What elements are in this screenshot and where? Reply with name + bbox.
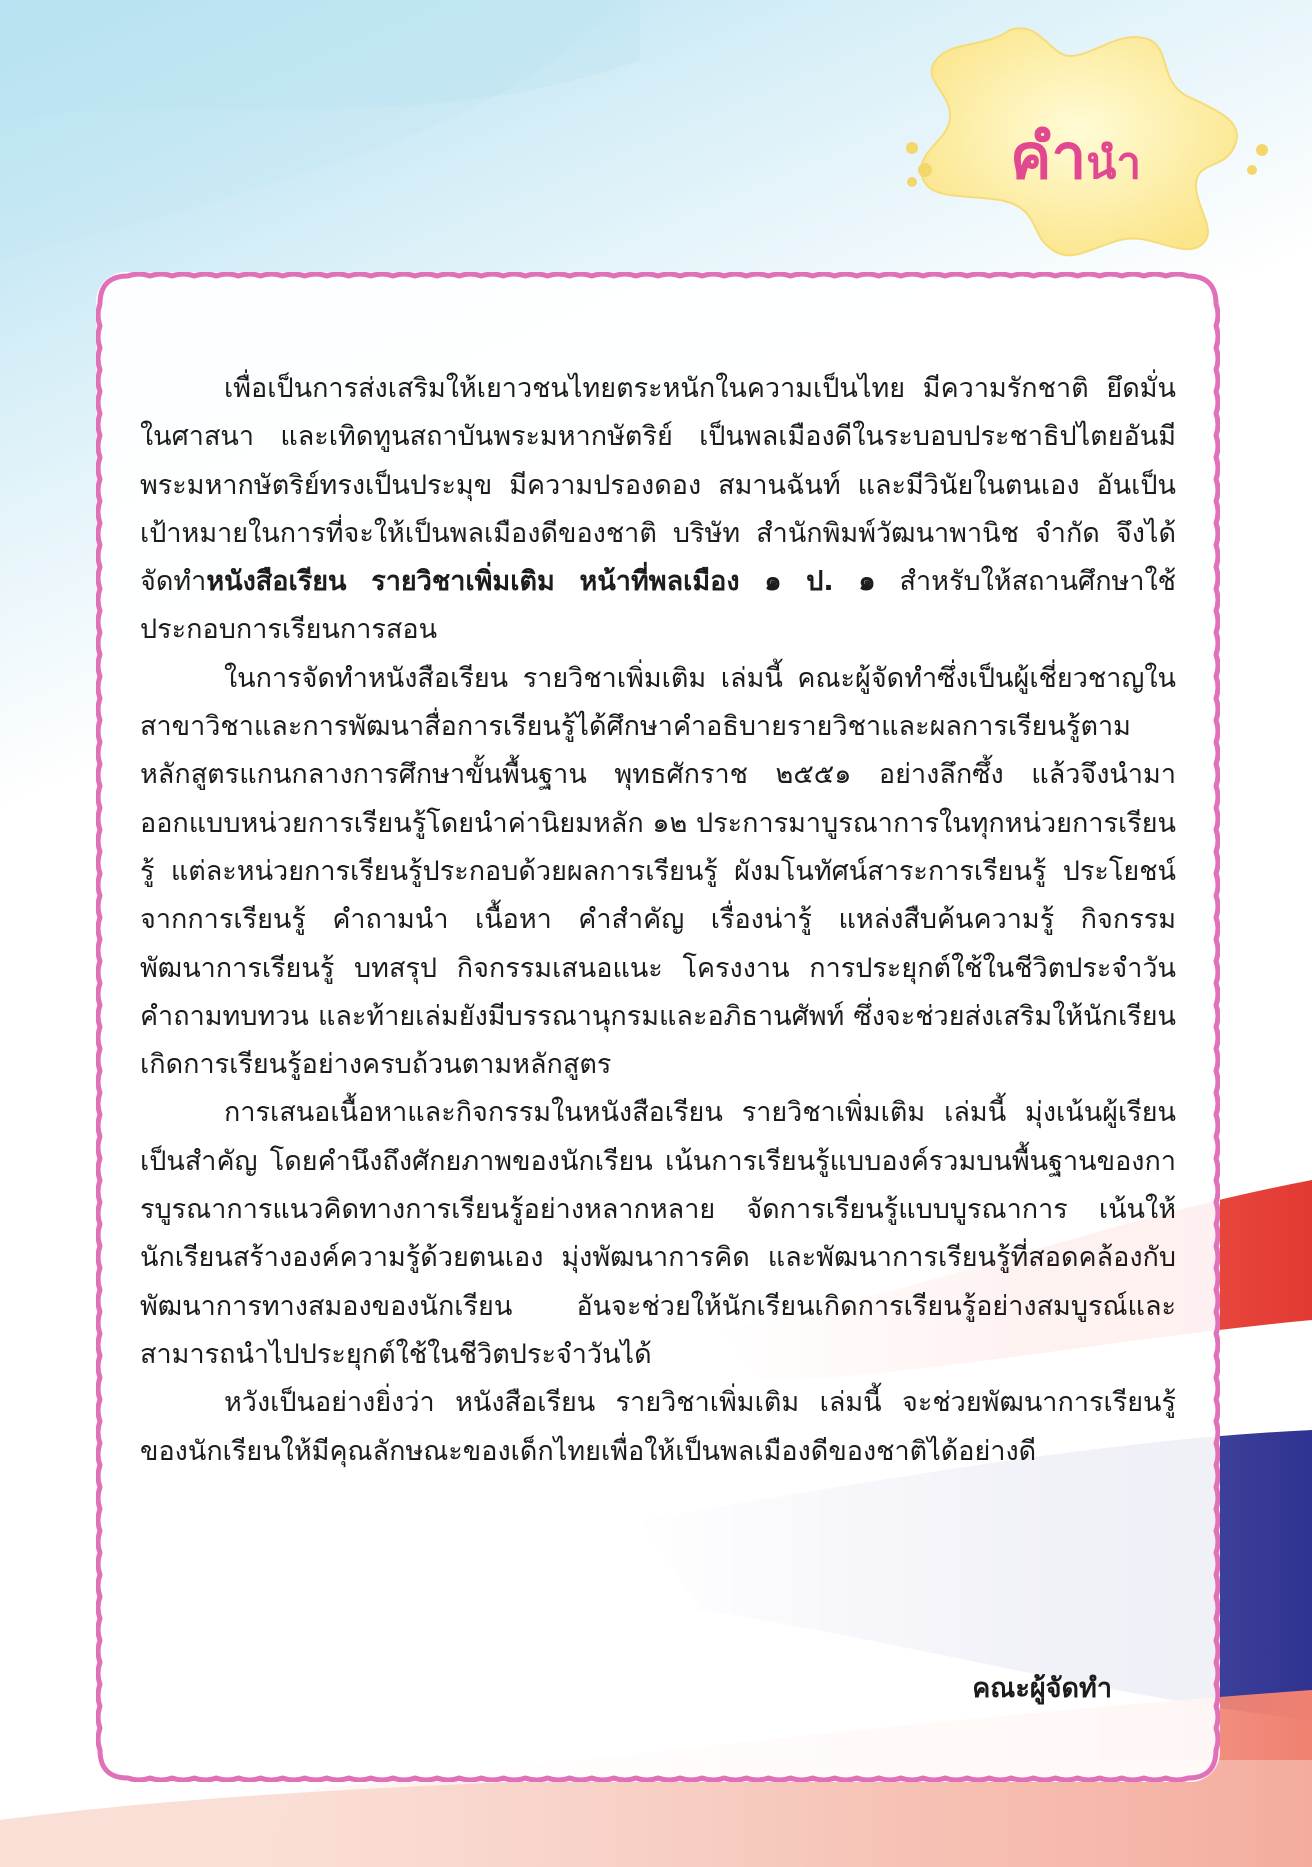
heading-main: คำ	[1010, 120, 1087, 193]
signature: คณะผู้จัดทำ	[972, 1673, 1112, 1704]
paragraph: ในการจัดทำหนังสือเรียน รายวิชาเพิ่มเติม เล่มนี้ คณะผู้จัดทำซึ่งเป็นผู้เชี่ยวชาญในสาขาวิชาและการพัฒนาสื่อการเรียนรู้ได้ศึกษาคำอธิบายรายวิชาและผลการเรียนรู้ตามหลักสูตรแกนกลางการศึกษาขั้นพื้นฐาน พุทธศักราช ๒๕๕๑ อย่างลึกซึ้ง แล้วจึงนำมาออกแบบหน่วยการเรียนรู้โดยนำค่านิยมหลัก ๑๒ ประการมาบูรณาการในทุกหน่วยการเรียนรู้ แต่ละหน่วยการเรียนรู้ประกอบด้วยผลการเรียนรู้ ผังมโนทัศน์สาระการเรียนรู้ ประโยชน์จากการเรียนรู้ คำถามนำ เนื้อหา คำสำคัญ เรื่องน่ารู้ แหล่งสืบค้นความรู้ กิจกรรมพัฒนาการเรียนรู้ บทสรุป กิจกรรมเสนอแนะ โครงงาน การประยุกต์ใช้ในชีวิตประจำวัน คำถามทบทวน และท้ายเล่มยังมีบรรณานุกรมและอภิธานศัพท์ ซึ่งจะช่วยส่งเสริมให้นักเรียนเกิดการเรียนรู้อย่างครบถ้วนตามหลักสูตร	[140, 662, 1176, 1081]
paragraph: การเสนอเนื้อหาและกิจกรรมในหนังสือเรียน รายวิชาเพิ่มเติม เล่มนี้ มุ่งเน้นผู้เรียนเป็นสำคัญ โดยคำนึงถึงศักยภาพของนักเรียน เน้นการเรียนรู้แบบองค์รวมบนพื้นฐานของการบูรณาการแนวคิดทางการเรียนรู้อย่างหลากหลาย จัดการเรียนรู้แบบบูรณาการ เน้นให้นักเรียนสร้างองค์ความรู้ด้วยตนเอง มุ่งพัฒนาการคิด และพัฒนาการเรียนรู้ที่สอดคล้องกับพัฒนาการทางสมองของนักเรียน อันจะช่วยให้นักเรียนเกิดการเรียนรู้อย่างสมบูรณ์และสามารถนำไปประยุกต์ใช้ในชีวิตประจำวันได้	[140, 1097, 1176, 1370]
paragraph: หวังเป็นอย่างยิ่งว่า หนังสือเรียน รายวิชาเพิ่มเติม เล่มนี้ จะช่วยพัฒนาการเรียนรู้ของนักเรียนให้มีคุณลักษณะของเด็กไทยเพื่อให้เป็นพลเมืองดีของชาติได้อย่างดี	[140, 1387, 1176, 1467]
paragraph: เพื่อเป็นการส่งเสริมให้เยาวชนไทยตระหนักในความเป็นไทย มีความรักชาติ ยึดมั่นในศาสนา และเทิดทูนสถาบันพระมหากษัตริย์ เป็นพลเมืองดีในระบอบประชาธิปไตยอันมีพระมหากษัตริย์ทรงเป็นประมุข มีความปรองดอง สมานฉันท์ และมีวินัยในตนเอง อันเป็นเป้าหมายในการที่จะให้เป็นพลเมืองดีของชาติ บริษัท สำนักพิมพ์วัฒนาพานิช จำกัด จึงได้จัดทำหนังสือเรียน รายวิชาเพิ่มเติม หน้าที่พลเมือง ๑ ป. ๑ สำหรับให้สถานศึกษาใช้ประกอบการเรียนการสอน	[140, 373, 1177, 646]
book-title: หนังสือเรียน รายวิชาเพิ่มเติม หน้าที่พลเมือง ๑ ป. ๑	[206, 566, 876, 598]
preface-body	[140, 365, 1176, 1476]
heading-sub: นำ	[1086, 138, 1142, 189]
page-heading	[1010, 108, 1141, 206]
